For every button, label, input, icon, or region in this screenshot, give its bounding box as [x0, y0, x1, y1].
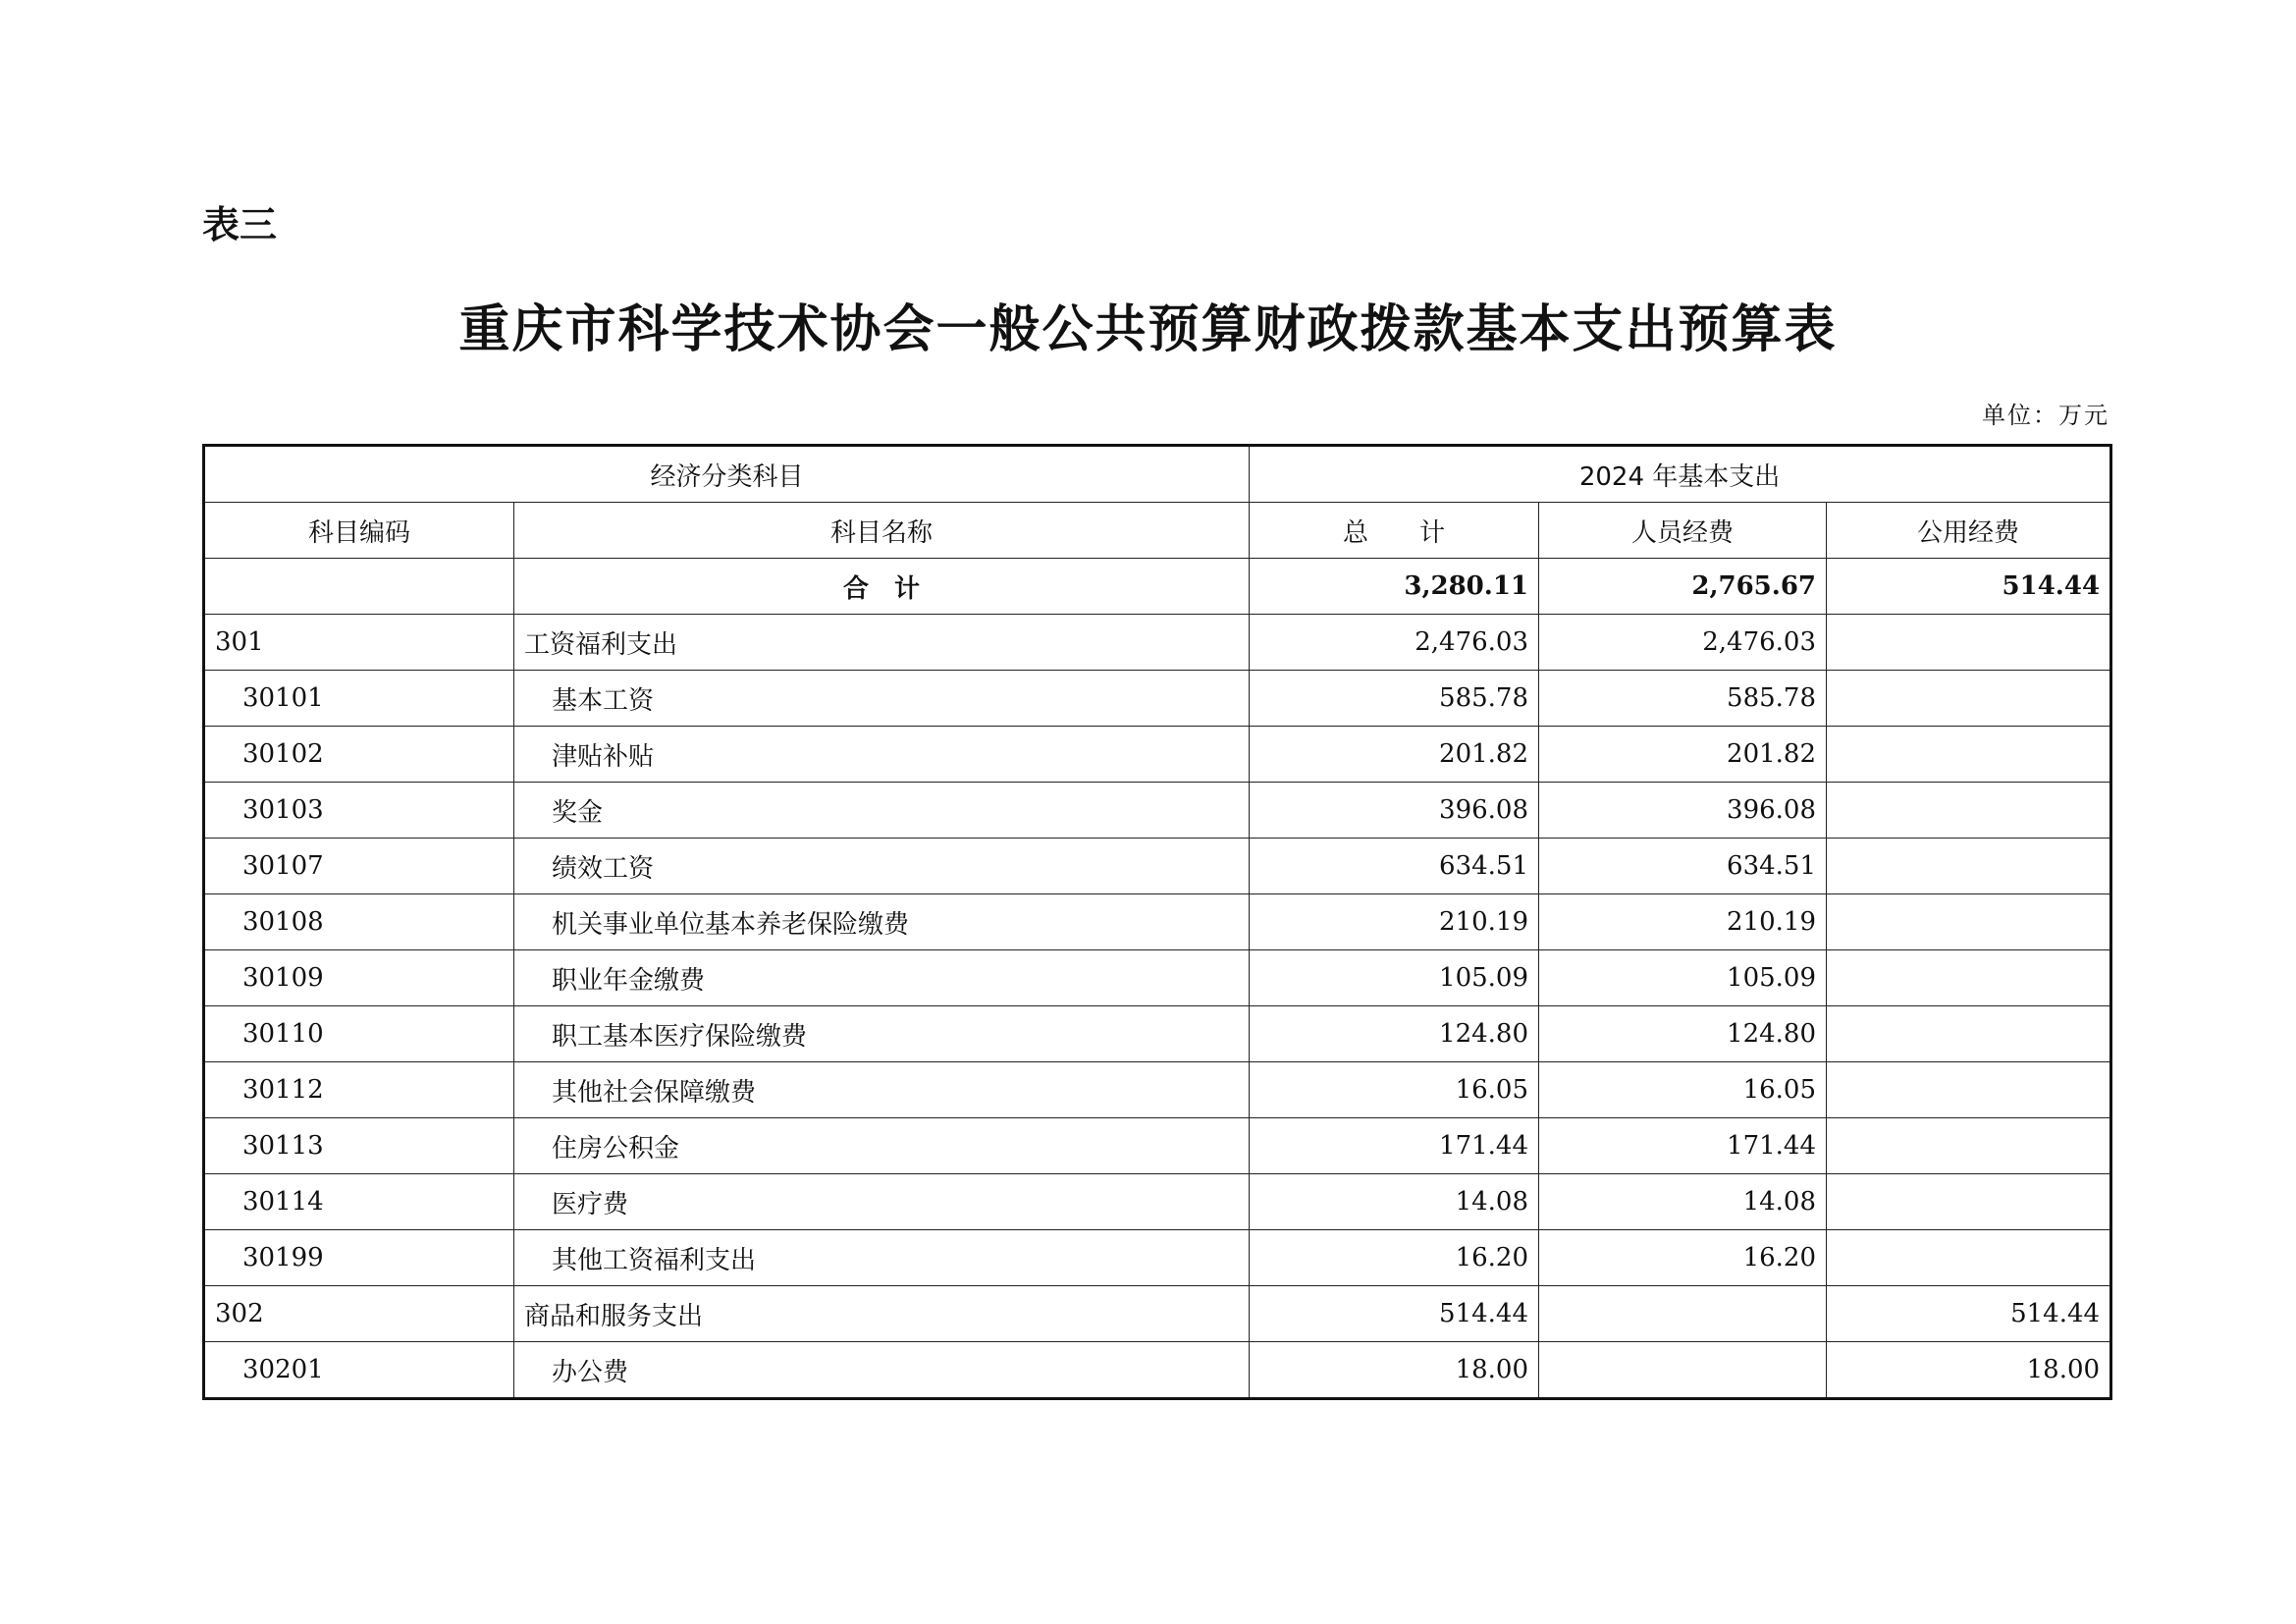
row-total: 634.51 — [1250, 839, 1539, 894]
row-personnel: 16.05 — [1539, 1062, 1827, 1118]
row-code: 30103 — [204, 783, 514, 839]
row-total: 171.44 — [1250, 1118, 1539, 1174]
total-total: 3,280.11 — [1250, 559, 1539, 615]
table-row — [204, 783, 2111, 839]
table-row — [204, 1230, 2111, 1286]
row-total: 105.09 — [1250, 950, 1539, 1006]
row-public — [1827, 839, 2111, 894]
row-total: 16.20 — [1250, 1230, 1539, 1286]
row-public — [1827, 615, 2111, 671]
row-public — [1827, 727, 2111, 783]
total-row — [204, 559, 2111, 615]
row-name: 职业年金缴费 — [514, 950, 1250, 1006]
table-label: 表三 — [202, 203, 278, 246]
header-group-row — [204, 446, 2111, 503]
row-personnel: 16.20 — [1539, 1230, 1827, 1286]
row-public — [1827, 671, 2111, 727]
row-name: 办公费 — [514, 1342, 1250, 1399]
table-row — [204, 1286, 2111, 1342]
header-code: 科目编码 — [204, 503, 514, 559]
document-title: 重庆市科学技术协会一般公共预算财政拨款基本支出预算表 — [458, 300, 1838, 359]
row-public: 18.00 — [1827, 1342, 2111, 1399]
row-personnel: 2,476.03 — [1539, 615, 1827, 671]
row-personnel — [1539, 1286, 1827, 1342]
row-name: 职工基本医疗保险缴费 — [514, 1006, 1250, 1062]
unit-label: 单位：万元 — [1982, 402, 2109, 429]
row-code: 30102 — [204, 727, 514, 783]
row-public — [1827, 950, 2111, 1006]
table-row — [204, 1342, 2111, 1399]
header-personnel: 人员经费 — [1539, 503, 1827, 559]
row-public — [1827, 1062, 2111, 1118]
row-code: 30201 — [204, 1342, 514, 1399]
row-personnel: 124.80 — [1539, 1006, 1827, 1062]
row-public — [1827, 1230, 2111, 1286]
row-personnel: 201.82 — [1539, 727, 1827, 783]
row-code: 30101 — [204, 671, 514, 727]
table-row — [204, 1174, 2111, 1230]
row-code: 30107 — [204, 839, 514, 894]
budget-table — [202, 444, 2112, 1400]
total-code — [204, 559, 514, 615]
row-personnel: 210.19 — [1539, 894, 1827, 950]
row-name: 绩效工资 — [514, 839, 1250, 894]
total-public: 514.44 — [1827, 559, 2111, 615]
row-name: 其他工资福利支出 — [514, 1230, 1250, 1286]
row-code: 30114 — [204, 1174, 514, 1230]
table-row — [204, 727, 2111, 783]
row-total: 201.82 — [1250, 727, 1539, 783]
row-total: 124.80 — [1250, 1006, 1539, 1062]
row-code: 30110 — [204, 1006, 514, 1062]
header-column-row — [204, 503, 2111, 559]
row-personnel: 396.08 — [1539, 783, 1827, 839]
header-total: 总 计 — [1250, 503, 1539, 559]
row-code: 30199 — [204, 1230, 514, 1286]
row-personnel: 105.09 — [1539, 950, 1827, 1006]
row-name: 工资福利支出 — [514, 615, 1250, 671]
row-name: 机关事业单位基本养老保险缴费 — [514, 894, 1250, 950]
row-personnel: 171.44 — [1539, 1118, 1827, 1174]
row-total: 18.00 — [1250, 1342, 1539, 1399]
row-code: 30113 — [204, 1118, 514, 1174]
header-name: 科目名称 — [514, 503, 1250, 559]
row-name: 住房公积金 — [514, 1118, 1250, 1174]
row-name: 医疗费 — [514, 1174, 1250, 1230]
row-code: 301 — [204, 615, 514, 671]
table-row — [204, 1118, 2111, 1174]
row-name: 奖金 — [514, 783, 1250, 839]
row-total: 210.19 — [1250, 894, 1539, 950]
row-total: 2,476.03 — [1250, 615, 1539, 671]
table-row — [204, 615, 2111, 671]
row-personnel: 14.08 — [1539, 1174, 1827, 1230]
total-personnel: 2,765.67 — [1539, 559, 1827, 615]
row-code: 30108 — [204, 894, 514, 950]
row-name: 商品和服务支出 — [514, 1286, 1250, 1342]
table-row — [204, 894, 2111, 950]
row-personnel: 634.51 — [1539, 839, 1827, 894]
table-row — [204, 1062, 2111, 1118]
table-row — [204, 1006, 2111, 1062]
header-basic-expenditure: 2024 年基本支出 — [1250, 446, 2111, 503]
row-public — [1827, 1118, 2111, 1174]
row-code: 30112 — [204, 1062, 514, 1118]
table-row — [204, 950, 2111, 1006]
row-code: 302 — [204, 1286, 514, 1342]
row-total: 396.08 — [1250, 783, 1539, 839]
row-total: 514.44 — [1250, 1286, 1539, 1342]
table-row — [204, 839, 2111, 894]
row-public: 514.44 — [1827, 1286, 2111, 1342]
row-total: 585.78 — [1250, 671, 1539, 727]
row-public — [1827, 1006, 2111, 1062]
row-name: 基本工资 — [514, 671, 1250, 727]
row-public — [1827, 1174, 2111, 1230]
header-public: 公用经费 — [1827, 503, 2111, 559]
row-total: 14.08 — [1250, 1174, 1539, 1230]
row-personnel — [1539, 1342, 1827, 1399]
row-name: 津贴补贴 — [514, 727, 1250, 783]
row-total: 16.05 — [1250, 1062, 1539, 1118]
row-name: 其他社会保障缴费 — [514, 1062, 1250, 1118]
row-public — [1827, 783, 2111, 839]
row-public — [1827, 894, 2111, 950]
row-personnel: 585.78 — [1539, 671, 1827, 727]
total-name: 合 计 — [514, 559, 1250, 615]
header-economic-category: 经济分类科目 — [204, 446, 1250, 503]
row-code: 30109 — [204, 950, 514, 1006]
table-row — [204, 671, 2111, 727]
